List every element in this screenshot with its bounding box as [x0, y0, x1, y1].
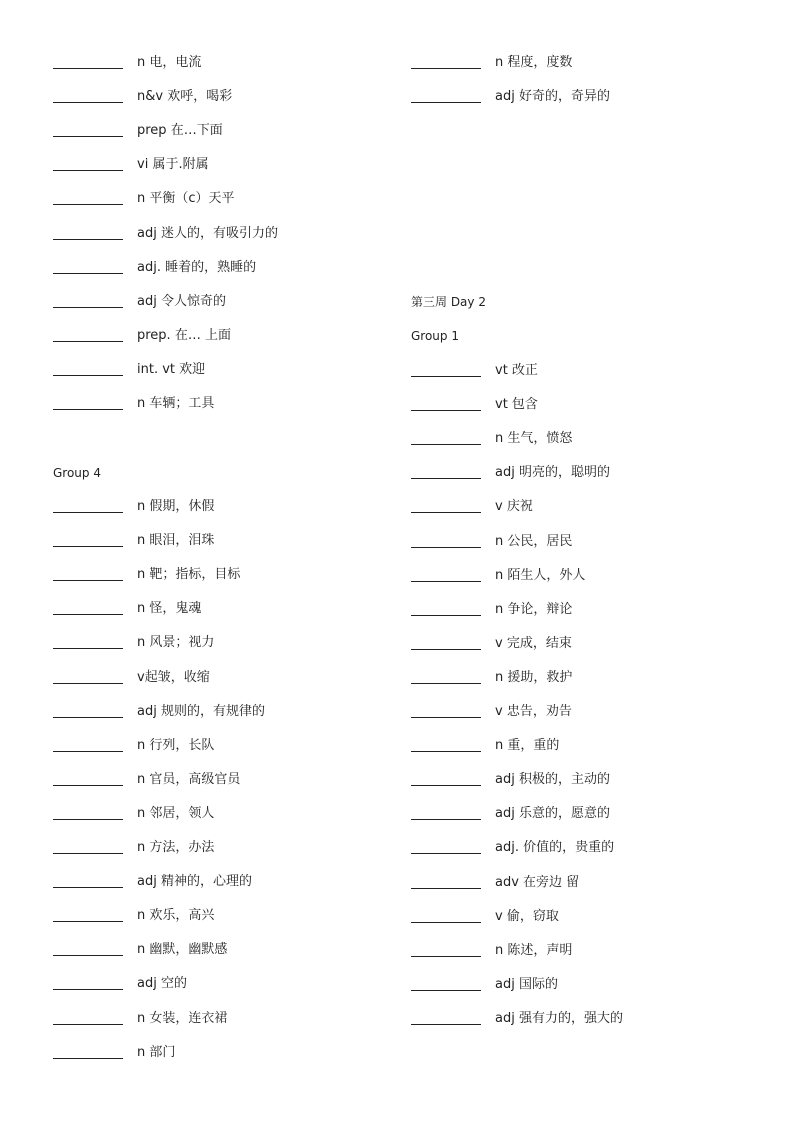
answer-blank[interactable]: [53, 1024, 123, 1025]
answer-blank[interactable]: [53, 136, 123, 137]
definition-text: adj 精神的，心理的: [137, 874, 252, 890]
definition-text: v 完成，结束: [495, 635, 572, 651]
answer-blank[interactable]: [411, 785, 481, 786]
definition-text: v 偷，窃取: [495, 908, 559, 924]
definition-text: n 车辆；工具: [137, 396, 215, 411]
definition-text: adj 国际的: [495, 976, 558, 992]
answer-blank[interactable]: [411, 102, 481, 103]
definition-text: n 风景；视力: [137, 635, 215, 651]
definition-text: adj. 睡着的，熟睡的: [137, 259, 257, 275]
answer-blank[interactable]: [411, 1024, 481, 1025]
answer-blank[interactable]: [411, 717, 481, 718]
definition-text: n 电，电流: [137, 55, 202, 70]
answer-blank[interactable]: [53, 853, 123, 854]
answer-blank[interactable]: [53, 921, 123, 922]
definition-text: n 平衡（c）天平: [137, 191, 235, 207]
answer-blank[interactable]: [411, 547, 481, 548]
answer-blank[interactable]: [53, 614, 123, 615]
answer-blank[interactable]: [53, 512, 123, 513]
definition-text: adj 空的: [137, 976, 187, 992]
definition-text: adj 强有力的，强大的: [495, 1010, 623, 1026]
definition-text: n 欢乐，高兴: [137, 908, 215, 924]
answer-blank[interactable]: [53, 68, 123, 69]
group-heading: Group 1: [411, 329, 459, 343]
week-heading: 第三周 Day 2: [411, 295, 486, 309]
answer-blank[interactable]: [411, 819, 481, 820]
definition-text: vi 属于.附属: [137, 157, 209, 173]
definition-text: prep 在…下面: [137, 123, 223, 139]
definition-text: v 庆祝: [495, 499, 533, 515]
answer-blank[interactable]: [411, 615, 481, 616]
definition-text: n 公民，居民: [495, 533, 573, 549]
answer-blank[interactable]: [411, 410, 481, 411]
answer-blank[interactable]: [53, 204, 123, 205]
definition-text: prep. 在… 上面: [137, 327, 231, 343]
answer-blank[interactable]: [411, 649, 481, 650]
answer-blank[interactable]: [53, 307, 123, 308]
answer-blank[interactable]: [53, 648, 123, 649]
answer-blank[interactable]: [53, 273, 123, 274]
definition-text: adj 乐意的，愿意的: [495, 806, 610, 822]
answer-blank[interactable]: [411, 956, 481, 957]
definition-text: adj 规则的，有规律的: [137, 703, 265, 719]
definition-text: n 生气，愤怒: [495, 431, 573, 447]
definition-text: adv 在旁边 留: [495, 874, 580, 890]
definition-text: n 靶；指标，目标: [137, 567, 241, 583]
answer-blank[interactable]: [411, 478, 481, 479]
definition-text: adj 明亮的，聪明的: [495, 465, 610, 481]
definition-text: adj 积极的，主动的: [495, 772, 610, 788]
definition-text: v 忠告，劝告: [495, 704, 572, 719]
answer-blank[interactable]: [411, 68, 481, 69]
definition-text: n 怪，鬼魂: [137, 601, 202, 617]
answer-blank[interactable]: [53, 409, 123, 410]
answer-blank[interactable]: [53, 341, 123, 342]
definition-text: adj 好奇的，奇异的: [495, 89, 610, 105]
answer-blank[interactable]: [53, 239, 123, 240]
answer-blank[interactable]: [411, 444, 481, 445]
definition-text: n 方法，办法: [137, 840, 215, 855]
answer-blank[interactable]: [53, 580, 123, 581]
answer-blank[interactable]: [411, 888, 481, 889]
definition-text: n 陌生人，外人: [495, 567, 586, 583]
answer-blank[interactable]: [53, 717, 123, 718]
definition-text: n 假期，休假: [137, 499, 215, 514]
answer-blank[interactable]: [53, 751, 123, 752]
answer-blank[interactable]: [411, 512, 481, 513]
answer-blank[interactable]: [411, 683, 481, 684]
answer-blank[interactable]: [411, 853, 481, 854]
group-heading: Group 4: [53, 466, 101, 480]
answer-blank[interactable]: [53, 683, 123, 684]
answer-blank[interactable]: [53, 887, 123, 888]
answer-blank[interactable]: [411, 922, 481, 923]
answer-blank[interactable]: [53, 102, 123, 103]
definition-text: adj 令人惊奇的: [137, 293, 226, 309]
definition-text: n 争论，辩论: [495, 601, 573, 617]
definition-text: n 重，重的: [495, 738, 560, 754]
answer-blank[interactable]: [53, 955, 123, 956]
definition-text: n&v 欢呼，喝彩: [137, 89, 233, 105]
definition-text: n 陈述，声明: [495, 942, 573, 958]
definition-text: n 程度，度数: [495, 55, 573, 70]
answer-blank[interactable]: [53, 989, 123, 990]
definition-text: vt 包含: [495, 397, 538, 413]
definition-text: adj. 价值的，贵重的: [495, 840, 615, 856]
definition-text: n 女装，连衣裙: [137, 1010, 228, 1026]
answer-blank[interactable]: [53, 375, 123, 376]
definition-text: n 援助，救护: [495, 669, 573, 685]
definition-text: vt 改正: [495, 363, 538, 378]
answer-blank[interactable]: [411, 581, 481, 582]
definition-text: int. vt 欢迎: [137, 361, 206, 377]
definition-text: n 行列，长队: [137, 737, 215, 753]
answer-blank[interactable]: [411, 376, 481, 377]
answer-blank[interactable]: [53, 1058, 123, 1059]
answer-blank[interactable]: [53, 170, 123, 171]
answer-blank[interactable]: [411, 990, 481, 991]
definition-text: n 部门: [137, 1044, 176, 1060]
answer-blank[interactable]: [53, 785, 123, 786]
answer-blank[interactable]: [411, 751, 481, 752]
answer-blank[interactable]: [53, 819, 123, 820]
definition-text: v起皱，收缩: [137, 669, 210, 685]
definition-text: adj 迷人的，有吸引力的: [137, 225, 278, 241]
definition-text: n 幽默，幽默感: [137, 942, 228, 958]
definition-text: n 官员，高级官员: [137, 771, 241, 787]
definition-text: n 邻居，领人: [137, 805, 215, 821]
answer-blank[interactable]: [53, 546, 123, 547]
definition-text: n 眼泪，泪珠: [137, 533, 215, 549]
